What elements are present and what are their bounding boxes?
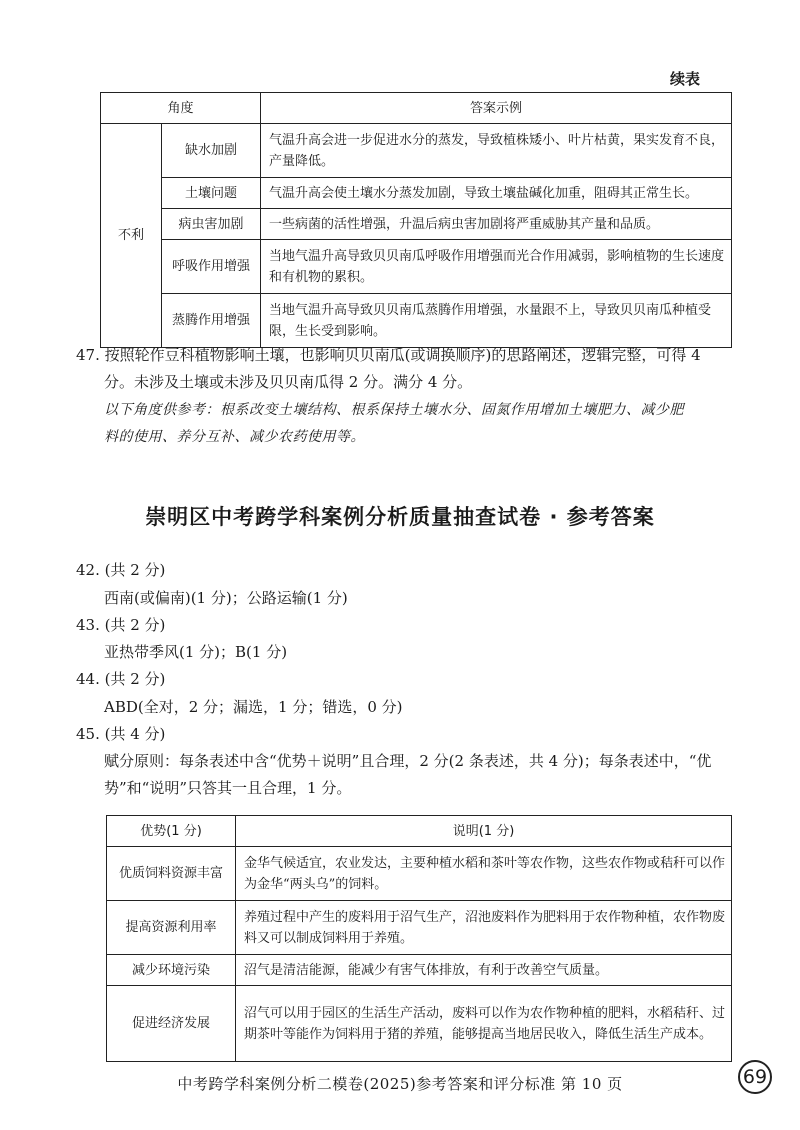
explanation-cell: 沼气可以用于园区的生活生产活动，废料可以作为农作物种植的肥料，水稻秸秆、过期茶叶等能作为饲料用于猪的养殖，能够提高当地居民收入，降低生活生产成本。 [236,986,732,1062]
section-title: 崇明区中考跨学科案例分析质量抽查试卷 · 参考答案 [145,505,655,529]
advantage-cell: 优质饲料资源丰富 [107,847,236,901]
page-footer: 中考跨学科案例分析二模卷(2025)参考答案和评分标准 第 10 页 [177,1075,623,1093]
question-number: 42. (共 2 分) [76,561,166,579]
advantage-cell: 提高资源利用率 [107,901,236,955]
advantage-table [106,815,732,1062]
header-angle: 角度 [101,93,261,124]
question-answer: 赋分原则：每条表述中含“优势＋说明”且合理，2 分(2 条表述，共 4 分)；每条表述中，“优 [104,752,712,770]
header-advantage: 优势(1 分) [107,816,236,847]
aspect-cell: 土壤问题 [162,178,261,209]
impact-table [100,92,732,348]
q47-line1: 47. 按照轮作豆科植物影响土壤，也影响贝贝南瓜(或调换顺序)的思路阐述，逻辑完整，可得 4 [76,346,701,364]
question-answer: 亚热带季风(1 分)；B(1 分) [104,643,288,661]
q47-line2: 分。未涉及土壤或未涉及贝贝南瓜得 2 分。满分 4 分。 [104,373,473,391]
aspect-cell: 呼吸作用增强 [162,240,261,294]
question-number: 44. (共 2 分) [76,670,166,688]
aspect-cell: 蒸腾作用增强 [162,294,261,348]
answer-cell: 当地气温升高导致贝贝南瓜蒸腾作用增强，水量跟不上，导致贝贝南瓜种植受限，生长受到影响。 [261,294,732,348]
answer-cell: 气温升高会使土壤水分蒸发加剧，导致土壤盐碱化加重，阻碍其正常生长。 [261,178,732,209]
group-label: 不利 [101,124,162,348]
header-example: 答案示例 [261,93,732,124]
question-number: 43. (共 2 分) [76,616,166,634]
header-explanation: 说明(1 分) [236,816,732,847]
page-number-badge: 69 [738,1060,772,1094]
question-number: 45. (共 4 分) [76,725,166,743]
answer-cell: 一些病菌的活性增强，升温后病虫害加剧将严重威胁其产量和品质。 [261,209,732,240]
q47-note-line2: 料的使用、养分互补、减少农药使用等。 [104,429,365,445]
advantage-cell: 减少环境污染 [107,955,236,986]
q45-line2: 势”和“说明”只答其一且合理，1 分。 [104,779,352,797]
aspect-cell: 缺水加剧 [162,124,261,178]
explanation-cell: 金华气候适宜，农业发达，主要种植水稻和茶叶等农作物，这些农作物或秸秆可以作为金华“两头乌”的饲料。 [236,847,732,901]
explanation-cell: 沼气是清洁能源，能减少有害气体排放，有利于改善空气质量。 [236,955,732,986]
answer-cell: 气温升高会进一步促进水分的蒸发，导致植株矮小、叶片枯黄，果实发育不良，产量降低。 [261,124,732,178]
question-answer: 西南(或偏南)(1 分)；公路运输(1 分) [104,589,348,607]
question-answer: ABD(全对，2 分；漏选，1 分；错选，0 分) [104,698,403,716]
continued-label: 续表 [669,70,700,88]
explanation-cell: 养殖过程中产生的废料用于沼气生产，沼池废料作为肥料用于农作物种植，农作物废料又可以制成饲料用于养殖。 [236,901,732,955]
answer-cell: 当地气温升高导致贝贝南瓜呼吸作用增强而光合作用减弱，影响植物的生长速度和有机物的累积。 [261,240,732,294]
aspect-cell: 病虫害加剧 [162,209,261,240]
advantage-cell: 促进经济发展 [107,986,236,1062]
q47-note-line1: 以下角度供参考：根系改变土壤结构、根系保持土壤水分、固氮作用增加土壤肥力、减少肥 [104,402,684,418]
